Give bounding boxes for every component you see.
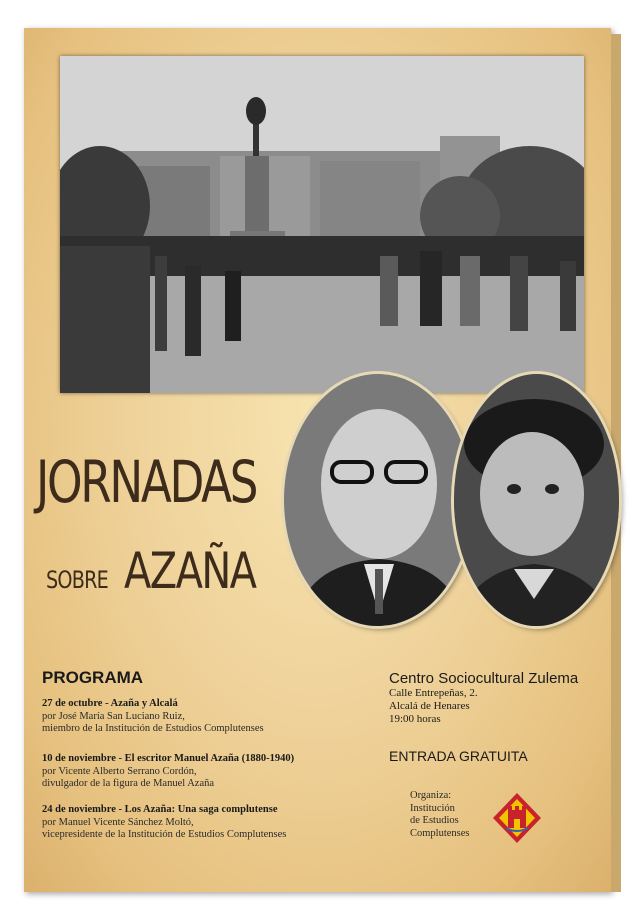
event-role: divulgador de la figura de Manuel Azaña bbox=[42, 778, 215, 789]
organiza-label: Organiza: bbox=[410, 790, 452, 801]
event-date-title: 10 de noviembre - El escritor Manuel Azaña (1880-1940) bbox=[42, 753, 295, 764]
title-sobre: SOBRE bbox=[46, 566, 108, 594]
program-event bbox=[42, 698, 382, 736]
program-event bbox=[42, 753, 382, 791]
venue-block bbox=[389, 670, 578, 726]
organizer-line3: Complutenses bbox=[410, 827, 470, 839]
title-jornadas: JORNADAS bbox=[36, 448, 257, 516]
programa-heading: PROGRAMA bbox=[42, 668, 144, 687]
event-speaker: por Manuel Vicente Sánchez Moltó, bbox=[42, 816, 194, 828]
organizer-line2: de Estudios bbox=[410, 815, 459, 826]
poster bbox=[24, 28, 611, 892]
event-speaker: por José María San Luciano Ruiz, bbox=[42, 710, 185, 722]
event-role: vicepresidente de la Institución de Estudios Complutenses bbox=[42, 829, 287, 840]
venue-time: 19:00 horas bbox=[389, 713, 441, 725]
event-role: miembro de la Institución de Estudios Complutenses bbox=[42, 723, 264, 734]
portrait-adult bbox=[284, 374, 472, 626]
entrada-gratuita: ENTRADA GRATUITA bbox=[389, 748, 528, 764]
venue-address: Calle Entrepeñas, 2. bbox=[389, 687, 478, 699]
organizer-block bbox=[410, 790, 470, 840]
venue-city: Alcalá de Henares bbox=[389, 700, 470, 712]
title-azana: AZAÑA bbox=[124, 542, 256, 600]
historic-plaza-photo bbox=[60, 56, 584, 393]
venue-name: Centro Sociocultural Zulema bbox=[389, 670, 579, 687]
event-date-title: 27 de octubre - Azaña y Alcalá bbox=[42, 698, 178, 709]
portrait-child bbox=[454, 374, 619, 626]
institution-shield-logo bbox=[492, 792, 542, 844]
program-event bbox=[42, 804, 382, 842]
event-speaker: por Vicente Alberto Serrano Cordón, bbox=[42, 765, 197, 777]
organizer-line1: Institución bbox=[410, 802, 455, 814]
event-date-title: 24 de noviembre - Los Azaña: Una saga complutense bbox=[42, 804, 278, 815]
